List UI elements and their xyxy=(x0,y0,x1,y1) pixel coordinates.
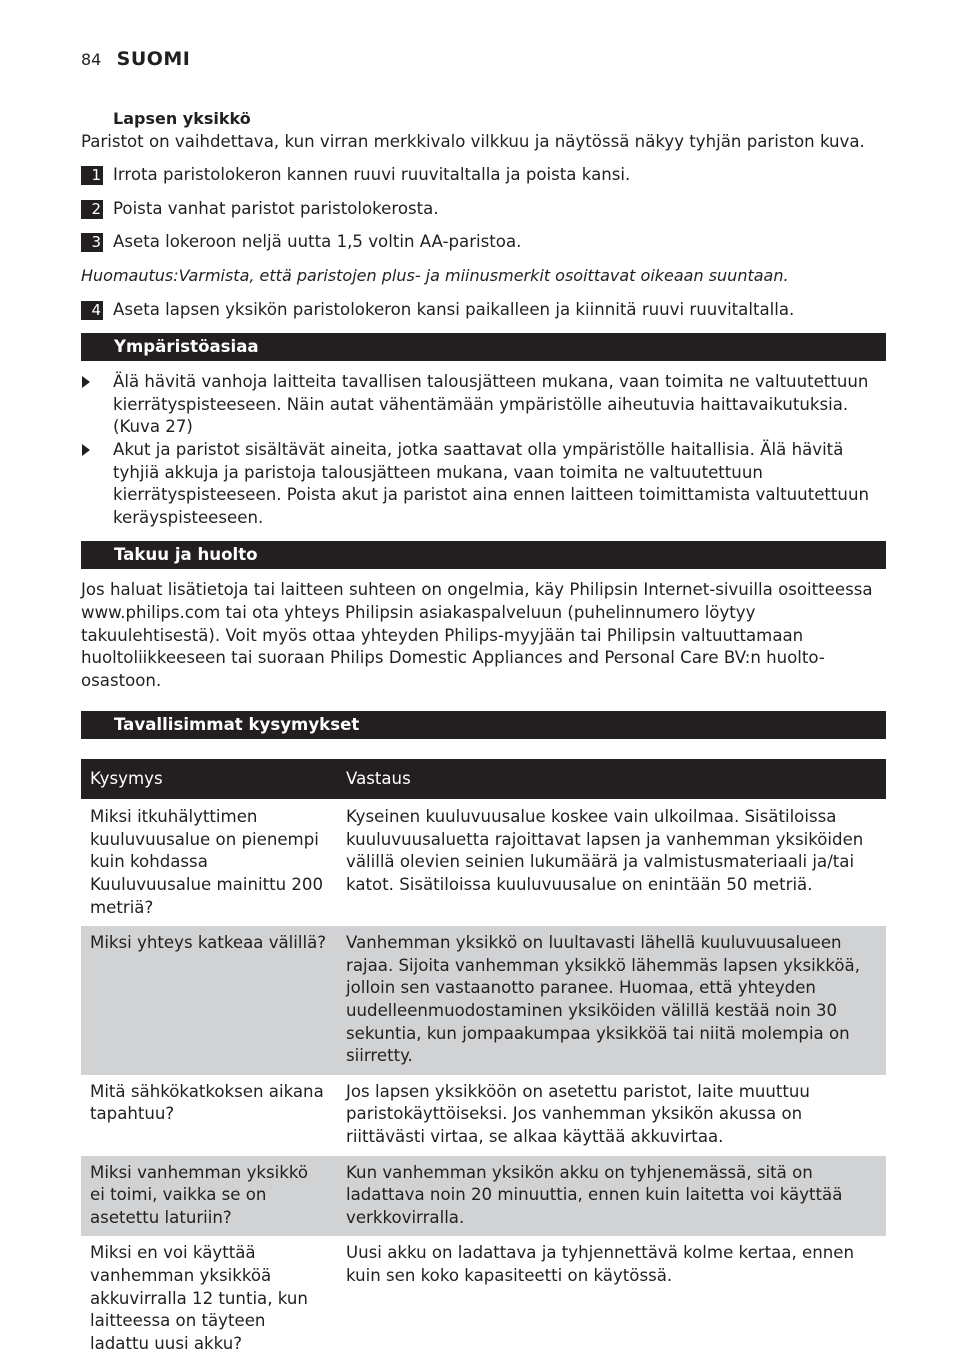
page-content xyxy=(81,108,886,1362)
answer-cell: Uusi akku on ladattava ja tyhjennettävä kolme kertaa, ennen kuin sen koko kapasiteetti on käytössä. xyxy=(346,1243,854,1285)
step-number: 3 xyxy=(81,233,103,252)
question-cell: Miksi vanhemman yksikkö ei toimi, vaikka se on asetettu laturiin? xyxy=(81,1156,337,1237)
step-number: 1 xyxy=(81,166,103,185)
language-heading: SUOMI xyxy=(116,48,191,70)
warranty-text xyxy=(81,579,886,692)
step-text: Irrota paristolokeron kannen ruuvi ruuvitaltalla ja poista kansi. xyxy=(113,165,631,185)
answer-cell: Jos lapsen yksikköön on asetettu paristot, laite muuttuu paristokäyttöiseksi. Jos vanhemman yksikön akussa on riittävästi virtaa, se alkaa käyttää akkuvirtaa. xyxy=(346,1081,810,1146)
question-cell: Miksi yhteys katkeaa välillä? xyxy=(81,926,337,1075)
question-cell: Miksi itkuhälyttimen kuuluvuusalue on pienempi kuin kohdassa Kuuluvuusalue mainittu 200 metriä? xyxy=(90,807,324,917)
warranty-text-end: tai ota yhteys Philipsin asiakaspalveluun (puhelinnumero löytyy takuulehtisestä). Voit myös ottaa yhteyden Philips-myyjään tai Philipsin valtuuttamaan huoltoliikkeeseen tai suoraan Philips Domestic Appliances and Personal Care BV:n huolto-osastoon. xyxy=(81,602,825,690)
bullet-text: Akut ja paristot sisältävät aineita, jotka saattavat olla ympäristölle haitallisia. Älä hävitä tyhjiä akkuja ja paristoja talousjätteen mukana, vaan toimita ne valtuutettuun kierrätyspisteeseen. Poista akut ja paristot aina ennen laitteen toimittamista valtuutettuun keräyspisteeseen. xyxy=(113,439,869,527)
list-item xyxy=(81,371,886,439)
table-row xyxy=(81,1075,886,1156)
step-1 xyxy=(81,164,886,187)
triangle-bullet-icon xyxy=(81,371,113,393)
faq-table xyxy=(81,759,886,1362)
step-text: Aseta lapsen yksikön paristolokeron kansi paikalleen ja kiinnitä ruuvi ruuvitaltalla. xyxy=(113,299,795,319)
column-header-question: Kysymys xyxy=(81,759,337,800)
step-number: 4 xyxy=(81,301,103,320)
bullet-text: Älä hävitä vanhoja laitteita tavallisen talousjätteen mukana, vaan toimita ne valtuutettuun kierrätyspisteeseen. Näin autat vähentämään ympäristölle aiheutuvia haittavaikutuksia. (Kuva 27) xyxy=(113,372,869,437)
list-item xyxy=(81,439,886,529)
table-row xyxy=(81,800,886,926)
subsection-title: Lapsen yksikkö xyxy=(113,109,251,128)
page-header xyxy=(81,48,190,74)
step-2 xyxy=(81,198,886,221)
section-heading-warranty: Takuu ja huolto xyxy=(81,541,886,569)
step-text: Aseta lokeroon neljä uutta 1,5 voltin AA-paristoa. xyxy=(113,232,522,252)
step-text: Poista vanhat paristot paristolokerosta. xyxy=(113,198,439,218)
answer-cell: Kun vanhemman yksikön akku on tyhjenemässä, sitä on ladattava noin 20 minuuttia, ennen kuin laitetta voi käyttää verkkovirralla. xyxy=(337,1156,886,1237)
column-header-answer: Vastaus xyxy=(337,759,886,800)
battery-intro: Paristot on vaihdettava, kun virran merkkivalo vilkkuu ja näytössä näkyy tyhjän pariston kuva. xyxy=(81,131,865,151)
question-cell: Mitä sähkökatkoksen aikana tapahtuu? xyxy=(90,1081,324,1124)
table-row xyxy=(81,1156,886,1237)
table-row xyxy=(81,1236,886,1362)
answer-cell: Vanhemman yksikkö on luultavasti lähellä kuuluvuusalueen rajaa. Sijoita vanhemman yksikkö lähemmäs lapsen yksikköä, jolloin sen vastaanotto paranee. Huomaa, että yhteyden uudelleenmuodostaminen yksiköiden välillä kestää noin 30 sekuntia, kun jompaakumpaa yksikköä tai niitä molempia on siirretty. xyxy=(337,926,886,1075)
faq-header-row xyxy=(81,759,886,800)
step-number: 2 xyxy=(81,200,103,219)
page-number: 84 xyxy=(81,50,102,69)
triangle-bullet-icon xyxy=(81,439,113,461)
warranty-text-start: Jos haluat lisätietoja tai laitteen suhteen on ongelmia, käy Philipsin Internet-sivuilla osoitteessa xyxy=(81,580,873,600)
answer-cell: Kyseinen kuuluvuusalue koskee vain ulkoilmaa. Sisätiloissa kuuluvuusaluetta rajoittavat lapsen ja vanhemman yksiköiden välillä olevien seinien lukumäärä ja valmistusmateriaali ja/tai katot. Sisätiloissa kuuluvuusalue on enintään 50 metriä. xyxy=(346,807,864,895)
table-row xyxy=(81,926,886,1075)
section-heading-environment: Ympäristöasiaa xyxy=(81,333,886,361)
step-4 xyxy=(81,299,886,322)
section-heading-faq: Tavallisimmat kysymykset xyxy=(81,711,886,739)
battery-note: Huomautus:Varmista, että paristojen plus- ja miinusmerkit osoittavat oikeaan suuntaan. xyxy=(81,265,789,285)
question-cell: Miksi en voi käyttää vanhemman yksikköä akkuvirralla 12 tuntia, kun laitteessa on täyteen ladattu uusi akku? xyxy=(90,1243,308,1353)
philips-website-link[interactable]: www.philips.com xyxy=(81,602,221,622)
step-3 xyxy=(81,231,886,254)
